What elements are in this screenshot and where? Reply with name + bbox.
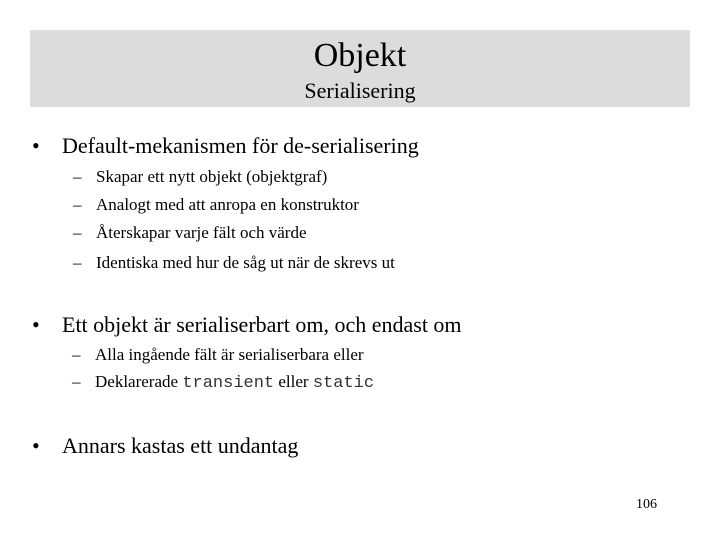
sub-text-middle: eller	[278, 372, 309, 391]
keyword-static: static	[312, 374, 375, 393]
sub-dash: –	[72, 372, 81, 391]
keyword-transient: transient	[182, 374, 275, 393]
sub-text: Identiska med hur de såg ut när de skrevs ut	[96, 253, 395, 272]
sub-dash: –	[73, 253, 82, 272]
bullet-text: Default-mekanismen för de-serialisering	[62, 133, 419, 158]
bullet-text: Annars kastas ett undantag	[62, 433, 299, 458]
sub-text-prefix: Deklarerade	[95, 372, 179, 391]
sub-dash: –	[73, 223, 82, 242]
bullet-mark: •	[32, 312, 40, 337]
sub-dash: –	[73, 167, 82, 186]
slide-title: Objekt	[313, 37, 407, 74]
page-number: 106	[636, 497, 657, 512]
sub-dash: –	[73, 195, 82, 214]
slide-subtitle: Serialisering	[304, 78, 416, 103]
sub-text: Skapar ett nytt objekt (objektgraf)	[96, 167, 328, 186]
bullet-mark: •	[32, 433, 40, 458]
sub-text: Analogt med att anropa en konstruktor	[96, 195, 359, 214]
sub-text	[95, 372, 374, 394]
bullet-mark: •	[32, 133, 40, 158]
bullet-text: Ett objekt är serialiserbart om, och endast om	[62, 312, 462, 337]
sub-text: Återskapar varje fält och värde	[96, 223, 307, 242]
sub-text: Alla ingående fält är serialiserbara eller	[95, 345, 364, 364]
slide-header	[30, 30, 690, 107]
sub-dash: –	[72, 345, 81, 364]
